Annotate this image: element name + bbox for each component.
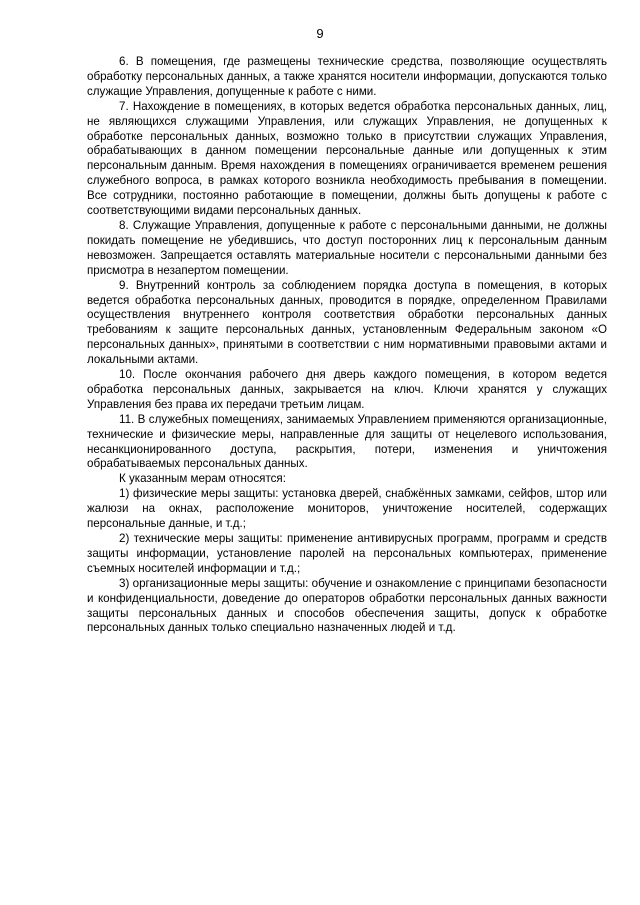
page-number: 9 <box>316 26 324 41</box>
paragraph-11: 11. В служебных помещениях, занимаемых Управлением применяются организационные, технические и физические меры, направленные для защиты от нецелевого использования, несанкционированного доступа, раскрытия, потери, изменения и уничтожения обрабатываемых персональных данных. <box>87 412 607 471</box>
paragraph-7: 7. Нахождение в помещениях, в которых ведется обработка персональных данных, лиц, не являющихся служащими Управления, или служащих Управления, не допущенных к обработке персональных данных, возможно только в присутствии служащих Управления, обрабатывающих в данном помещении персональные данные или допущенных к этим персональным данным. Время нахождения в помещениях ограничивается временем решения служебного вопроса, в рамках которого возникла необходимость пребывания в помещении. Все сотрудники, постоянно работающие в помещении, должны быть допущены к работе с соответствующими видами персональных данных. <box>87 99 607 218</box>
paragraph-10: 10. После окончания рабочего дня дверь каждого помещения, в котором ведется обработка персональных данных, закрывается на ключ. Ключи хранятся у служащих Управления без права их передачи третьим лицам. <box>87 368 607 411</box>
measures-intro: К указанным мерам относятся: <box>119 472 286 486</box>
measures-item-physical: 1) физические меры защиты: установка дверей, снабжённых замками, сейфов, штор или жалюзи на окнах, расположение мониторов, уничтожение носителей, содержащих персональные данные, и т.д.; <box>87 487 607 531</box>
measures-item-technical: 2) технические меры защиты: применение антивирусных программ, программ и средств защиты информации, установление паролей на персональных компьютерах, применение съемных носителей информации и т.д.; <box>87 532 607 575</box>
paragraph-8: 8. Служащие Управления, допущенные к работе с персональными данными, не должны покидать помещение не убедившись, что доступ посторонних лиц к персональным данным невозможен. Запрещается оставлять материальные носители с персональными данными без присмотра в незапертом помещении. <box>87 218 607 277</box>
measures-item-organizational: 3) организационные меры защиты: обучение и ознакомление с принципами безопасности и конфиденциальности, доведение до операторов обработки персональных данных важности защиты персональных данных и способов обеспечения защиты, допуск к обработке персональных данных только специально назначенных людей и т.д. <box>87 576 607 635</box>
paragraph-6: 6. В помещения, где размещены технические средства, позволяющие осуществлять обработку персональных данных, а также хранятся носители информации, допускаются только служащие Управления, допущенные к работе с ними. <box>87 55 607 98</box>
document-body <box>87 55 607 636</box>
paragraph-9: 9. Внутренний контроль за соблюдением порядка доступа в помещения, в которых ведется обработка персональных данных, проводится в порядке, определенном Правилами осуществления внутреннего контроля соответствия обработки персональных данных требованиям к защите персональных данных, установленным Федеральным законом «О персональных данных», принятыми в соответствии с ним нормативными правовыми актами и локальными актами. <box>87 278 607 367</box>
